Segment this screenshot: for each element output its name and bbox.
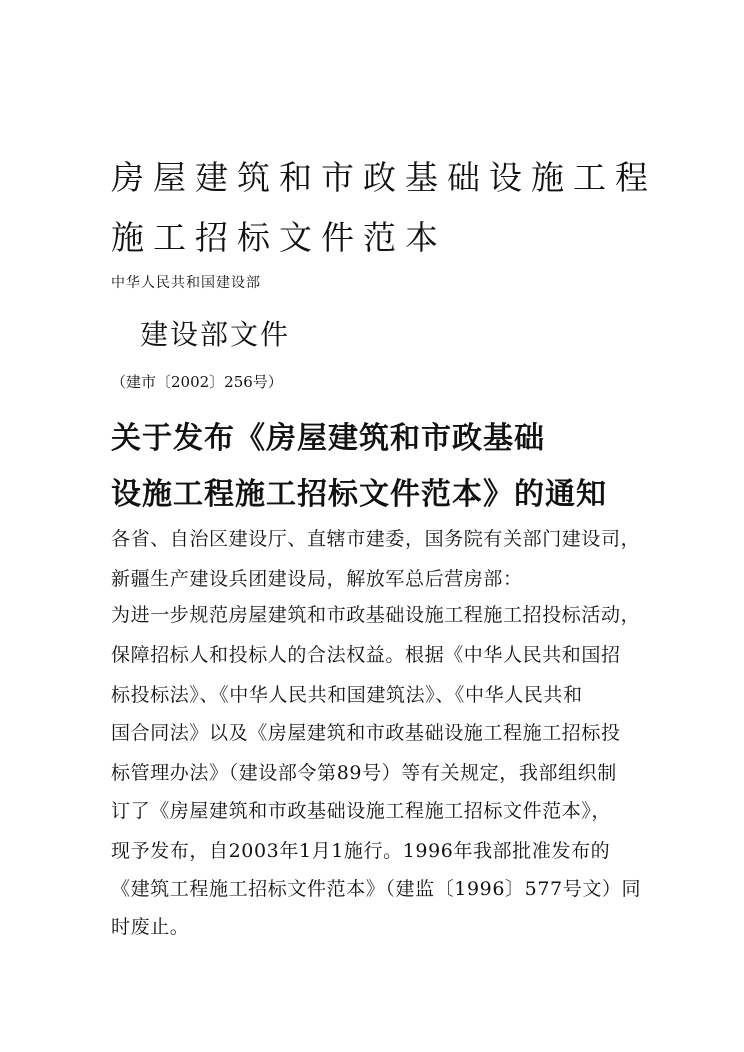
document-title-line-1: 房屋建筑和市政基础设施工程 (111, 158, 657, 197)
issuer: 中华人民共和国建设部 (111, 275, 261, 291)
body-line: 时废止。 (111, 916, 190, 938)
document-number: （建市〔2002〕256号） (111, 373, 283, 391)
body-line: 为进一步规范房屋建筑和市政基础设施工程施工招投标活动， (111, 604, 641, 626)
body-line: 新疆生产建设兵团建设局，解放军总后营房部： (111, 568, 523, 590)
document-header: 建设部文件 (140, 318, 291, 351)
body-line: 保障招标人和投标人的合法权益。根据《中华人民共和国招 (111, 644, 621, 666)
body-line: 各省、自治区建设厅、直辖市建委，国务院有关部门建设司， (111, 528, 641, 550)
document-title-line-2: 施工招标文件范本 (111, 218, 447, 257)
body-line: 《建筑工程施工招标文件范本》（建监〔1996〕577号文）同 (111, 878, 642, 900)
body-line: 国合同法》以及《房屋建筑和市政基础设施工程施工招标投 (111, 722, 621, 744)
body-line: 现予发布，自2003年1月1施行。1996年我部批准发布的 (111, 840, 611, 862)
notice-title-line-2: 设施工程施工招标文件范本》的通知 (111, 477, 607, 512)
body-line: 标管理办法》（建设部令第89号）等有关规定，我部组织制 (111, 762, 617, 784)
body-line: 标投标法》、《中华人民共和国建筑法》、《中华人民共和 (111, 684, 583, 706)
notice-title-line-1: 关于发布《房屋建筑和市政基础 (111, 421, 545, 456)
body-line: 订了《房屋建筑和市政基础设施工程施工招标文件范本》， (111, 800, 612, 822)
